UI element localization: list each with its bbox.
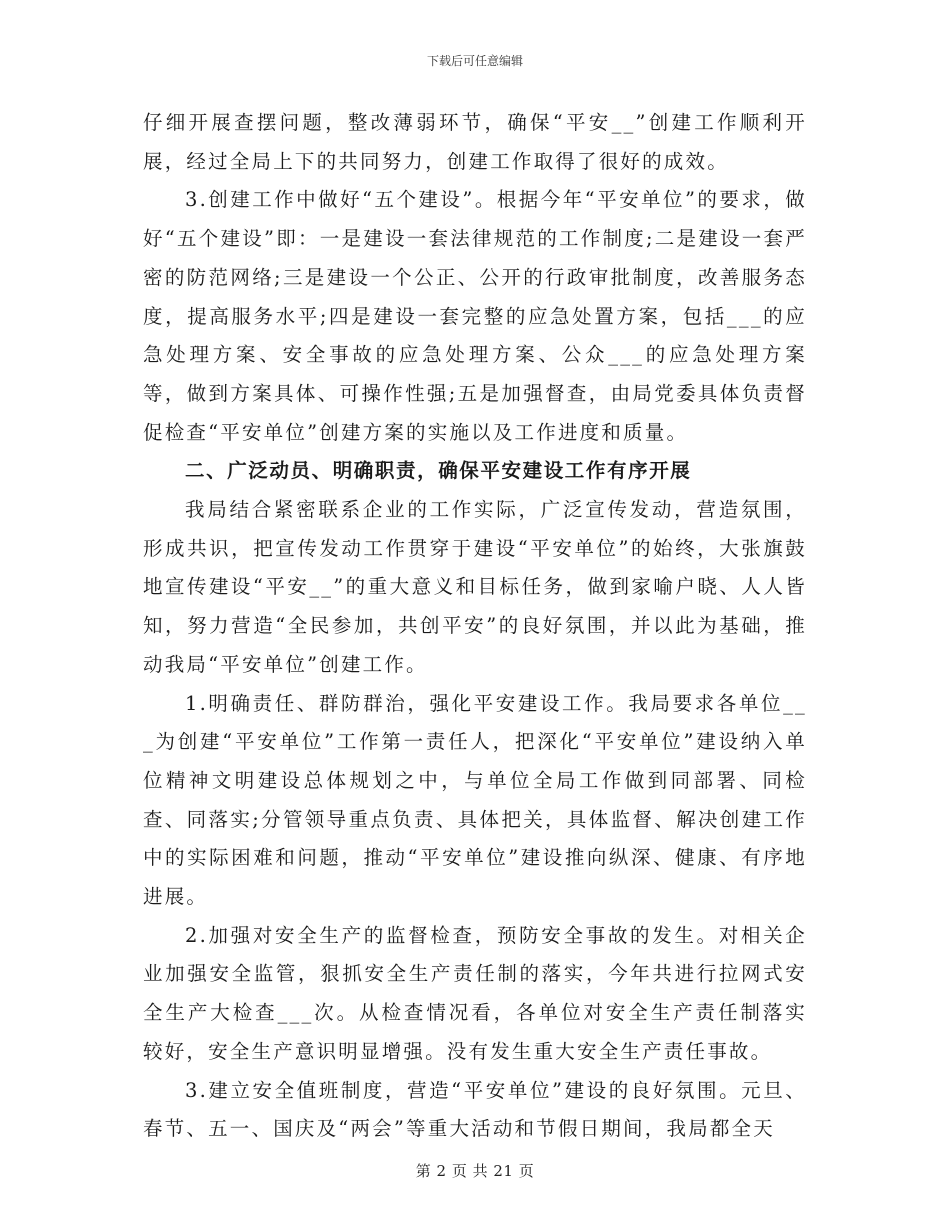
paragraph-safety-inspection: 2.加强对安全生产的监督检查，预防安全事故的发生。对相关企业加强安全监管，狠抓安全生产责任制的落实，今年共进行拉网式安全生产大检查___次。从检查情况看，各单位对安全生产责任制落实较好，安全生产意识明显增强。没有发生重大安全生产责任事故。 [143,923,807,1063]
page-header-note: 下载后可任意编辑 [426,54,523,68]
document-body [143,104,807,1149]
page-number: 第 2 页 共 21 页 [415,1162,535,1180]
paragraph-mobilization: 我局结合紧密联系企业的工作实际，广泛宣传发动，营造氛围，形成共识，把宣传发动工作贯穿于建设“平安单位”的始终，大张旗鼓地宣传建设“平安__”的重大意义和目标任务，做到家喻户晓、人人皆知，努力营造“全民参加，共创平安”的良好氛围，并以此为基础，推动我局“平安单位”创建工作。 [143,498,807,676]
paragraph-responsibility: 1.明确责任、群防群治，强化平安建设工作。我局要求各单位___为创建“平安单位”工作第一责任人，把深化“平安单位”建设纳入单位精神文明建设总体规划之中，与单位全局工作做到同部署、同检查、同落实;分管领导重点负责、具体把关，具体监督、解决创建工作中的实际困难和问题，推动“平安单位”建设推向纵深、健康、有序地进展。 [143,691,807,909]
paragraph-continuation: 仔细开展查摆问题，整改薄弱环节，确保“平安__”创建工作顺利开展，经过全局上下的共同努力，创建工作取得了很好的成效。 [143,111,807,173]
paragraph-duty-system: 3.建立安全值班制度，营造“平安单位”建设的良好氛围。元旦、春节、五一、国庆及“两会”等重大活动和节假日期间，我局都全天 [143,1078,807,1141]
section-heading-2: 二、广泛动员、明确职责，确保平安建设工作有序开展 [185,459,692,483]
paragraph-five-constructions: 3.创建工作中做好“五个建设”。根据今年“平安单位”的要求，做好“五个建设”即：一是建设一套法律规范的工作制度;二是建设一套严密的防范网络;三是建设一个公正、公开的行政审批制度，改善服务态度，提高服务水平;四是建设一套完整的应急处置方案，包括___的应急处理方案、安全事故的应急处理方案、公众___的应急处理方案等，做到方案具体、可操作性强;五是加强督查，由局党委具体负责督促检查“平安单位”创建方案的实施以及工作进度和质量。 [143,188,807,444]
